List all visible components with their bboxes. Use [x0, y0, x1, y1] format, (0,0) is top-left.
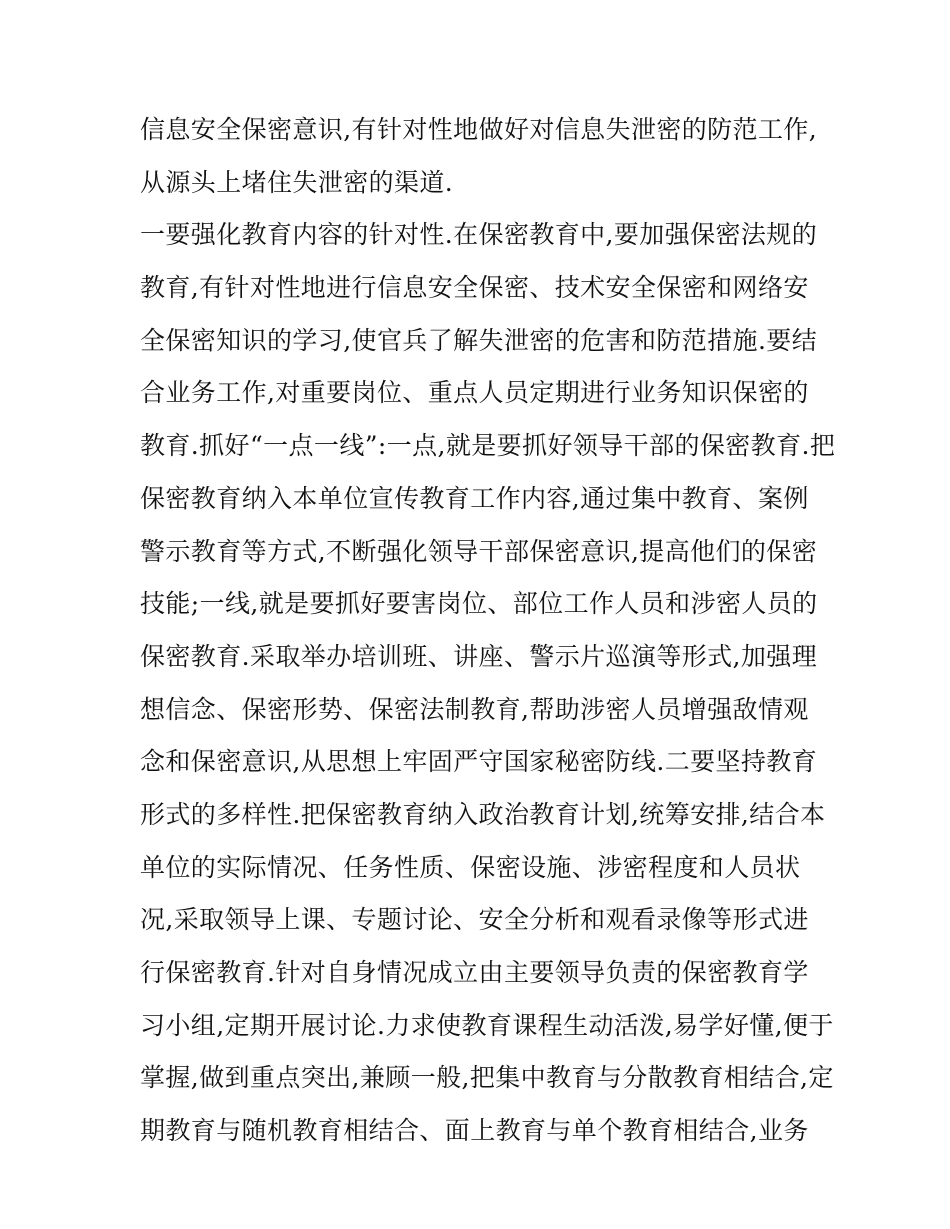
text-line: 一要强化教育内容的针对性.在保密教育中,要加强保密法规的: [140, 220, 818, 250]
body-text: [140, 104, 836, 1158]
text-line: 全保密知识的学习,使官兵了解失泄密的危害和防范措施.要结: [140, 325, 818, 355]
text-line: 习小组,定期开展讨论.力求使教育课程生动活泼,易学好懂,便于: [140, 1010, 834, 1040]
text-line: 保密教育纳入本单位宣传教育工作内容,通过集中教育、案例: [140, 483, 809, 513]
text-line: 技能;一线,就是要抓好要害岗位、部位工作人员和涉密人员的: [140, 589, 818, 619]
text-line: 教育,有针对性地进行信息安全保密、技术安全保密和网络安: [140, 273, 809, 303]
text-line: 况,采取领导上课、专题讨论、安全分析和观看录像等形式进: [140, 905, 809, 935]
text-line: 警示教育等方式,不断强化领导干部保密意识,提高他们的保密: [140, 536, 818, 566]
text-line: 保密教育.采取举办培训班、讲座、警示片巡演等形式,加强理: [140, 641, 818, 671]
text-line: 行保密教育.针对自身情况成立由主要领导负责的保密教育学: [140, 958, 809, 987]
text-line: 期教育与随机教育相结合、面上教育与单个教育相结合,业务: [140, 1116, 809, 1146]
text-line: 单位的实际情况、任务性质、保密设施、涉密程度和人员状: [140, 852, 801, 882]
text-line: 想信念、保密形势、保密法制教育,帮助涉密人员增强敌情观: [140, 694, 809, 724]
text-line: 形式的多样性.把保密教育纳入政治教育计划,统筹安排,结合本: [140, 799, 826, 829]
text-line: 念和保密意识,从思想上牢固严守国家秘密防线.二要坚持教育: [140, 747, 818, 777]
text-line: 掌握,做到重点突出,兼顾一般,把集中教育与分散教育相结合,定: [140, 1063, 834, 1093]
text-line: 从源头上堵住失泄密的渠道.: [140, 167, 454, 197]
text-line: 合业务工作,对重要岗位、重点人员定期进行业务知识保密的: [140, 378, 809, 408]
text-line: 信息安全保密意识,有针对性地做好对信息失泄密的防范工作,: [140, 115, 818, 144]
text-line: 教育.抓好“一点一线”:一点,就是要抓好领导干部的保密教育.把: [140, 431, 836, 461]
